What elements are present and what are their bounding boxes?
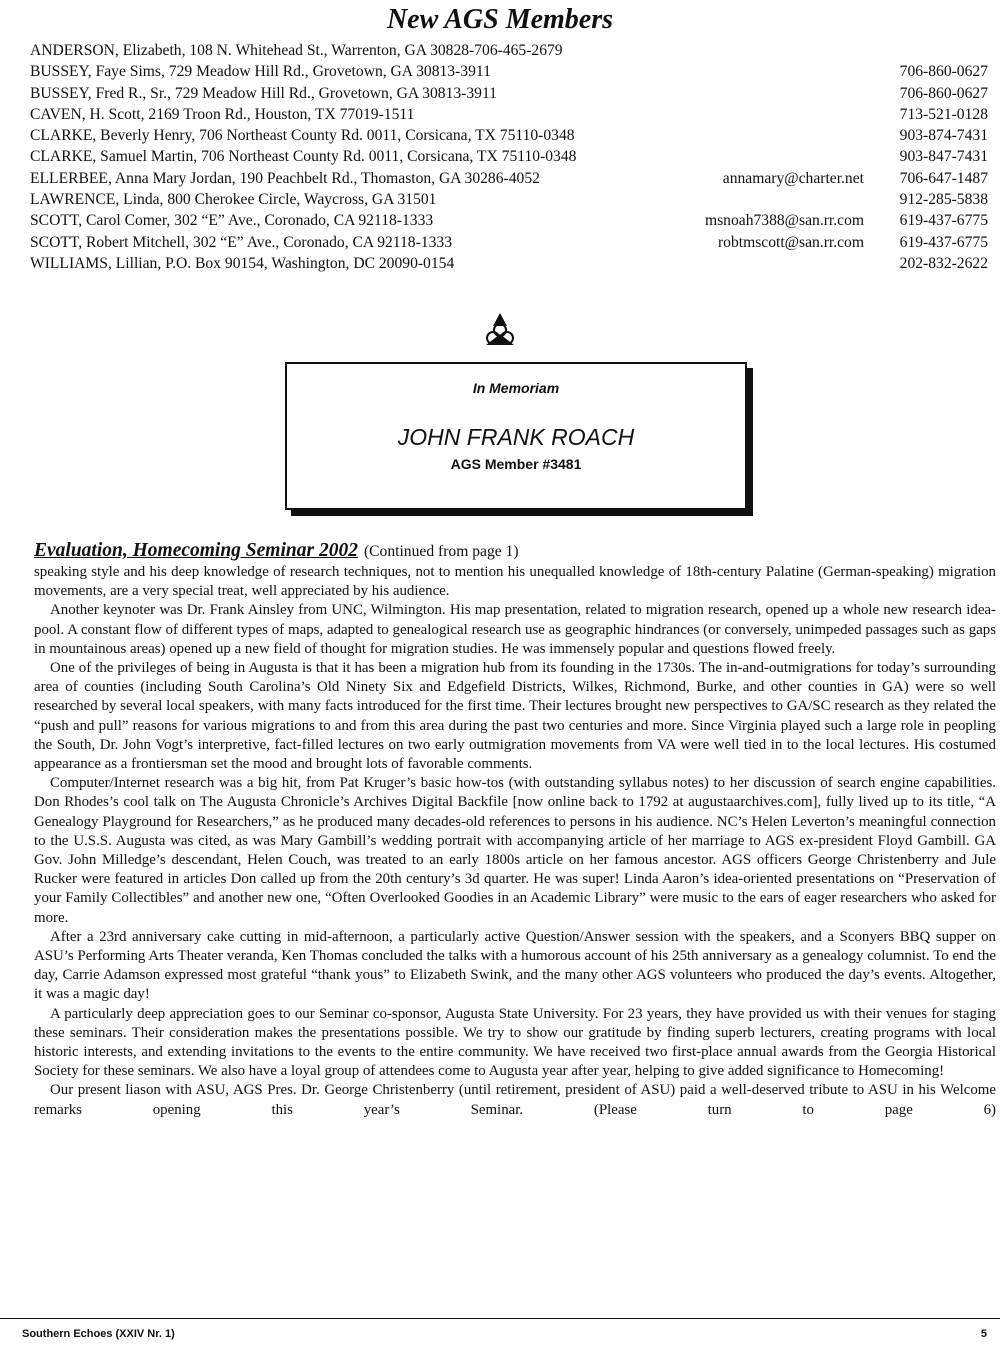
member-address: CLARKE, Beverly Henry, 706 Northeast County Rd. 0011, Corsicana, TX 75110-0348: [30, 127, 575, 145]
article-heading: Evaluation, Homecoming Seminar 2002: [34, 540, 358, 561]
member-address: LAWRENCE, Linda, 800 Cherokee Circle, Waycross, GA 31501: [30, 191, 437, 209]
member-address: BUSSEY, Fred R., Sr., 729 Meadow Hill Rd., Grovetown, GA 30813-3911: [30, 84, 497, 102]
member-phone: 706-860-0627: [899, 84, 988, 102]
footer-rule: [0, 1318, 1000, 1319]
article-paragraph: Our present liason with ASU, AGS Pres. Dr. George Christenberry (until retirement, president of ASU) paid a well-deserved tribute to ASU in his Welcome remarks opening this year’s Seminar.: [34, 1082, 996, 1118]
member-address: ELLERBEE, Anna Mary Jordan, 190 Peachbelt Rd., Thomaston, GA 30286-4052: [30, 169, 540, 187]
member-row: [30, 40, 988, 61]
member-row: [30, 189, 988, 210]
member-phone: 903-874-7431: [899, 127, 988, 145]
member-address: SCOTT, Carol Comer, 302 “E” Ave., Coronado, CA 92118-1333: [30, 212, 434, 230]
seminar-article: [34, 540, 996, 1120]
member-phone: 912-285-5838: [899, 191, 988, 209]
member-phone: 202-832-2622: [899, 254, 988, 272]
member-phone: 903-847-7431: [899, 148, 988, 166]
member-row: [30, 253, 988, 274]
article-paragraph: A particularly deep appreciation goes to our Seminar co-sponsor, Augusta State University. For 23 years, they have provided us with their venues for staging these seminars. Their consideration makes the presentations possible. We try to show our gratitude by finding superb lecturers, creating programs with local historic interests, and extending invitations to the events to the entire community. We have received two first-place annual awards from the Georgia Historical Society for these seminars. We also have a loyal group of attendees come to Augusta year after year, helping to give added significance to Homecoming!: [34, 1005, 996, 1080]
member-address: BUSSEY, Faye Sims, 729 Meadow Hill Rd., Grovetown, GA 30813-3911: [30, 63, 491, 81]
article-paragraph: speaking style and his deep knowledge of research techniques, not to mention his unequalled knowledge of 18th-century Palatine (German-speaking) migration movements, are a very special treat, well appreciated by his audience.: [34, 564, 996, 600]
memoriam-box: [285, 362, 747, 510]
member-address: SCOTT, Robert Mitchell, 302 “E” Ave., Coronado, CA 92118-1333: [30, 233, 452, 251]
member-row: [30, 83, 988, 104]
member-phone: 619-437-6775: [899, 212, 988, 230]
member-row: [30, 61, 988, 82]
page-number: 5: [980, 1328, 987, 1340]
member-phone: 713-521-0128: [899, 105, 988, 123]
article-paragraph: Another keynoter was Dr. Frank Ainsley from UNC, Wilmington. His map presentation, related to migration research, opened up a whole new research idea-pool. A constant flow of different types of maps, adapted to genealogical research use as geographic hindrances (or conversely, unimpeded passages such as gaps in mountainous areas) opened up a new field of thought for migration studies. He was immensely popular and questions flowed freely.: [34, 602, 996, 657]
member-row: [30, 232, 988, 253]
article-paragraph: Computer/Internet research was a big hit, from Pat Kruger’s basic how-tos (with outstanding syllabus notes) to her discussion of search engine capabilities. Don Rhodes’s cool talk on The Augusta Chronicle’s Archives Digital Backfile [now online back to 1792 at augustaarchives.com], fully lived up to its title, “A Genealogy Playground for Researchers,” as he produced many decades-old references to persons in his audience. NC’s Helen Leverton’s meaningful connection to the U.S.S. Augusta was cited, as was Mary Gambill’s wedding portrait with accompanying article of her marriage to AGS ex-president Floyd Gambill. GA Gov. John Milledge’s descendant, Helen Couch, was treated to an early 1800s article on her famous ancestor. AGS officers George Christenberry and Jule Rucker were featured in articles Don called up from the 20th century’s 3d quarter. He was super! Linda Aaron’s idea-oriented presentations on “Preservation of your Family Collectibles” and another new one, “Often Overlooked Goodies in an Academic Library” were music to the ears of eager researchers who asked for more.: [34, 775, 996, 926]
continued-note: (Continued from page 1): [363, 543, 519, 560]
member-email: annamary@charter.net: [722, 169, 864, 187]
member-phone: 619-437-6775: [899, 233, 988, 251]
member-phone: 706-860-0627: [899, 63, 988, 81]
member-email: msnoah7388@san.rr.com: [704, 212, 864, 230]
memoriam-label: In Memoriam: [472, 380, 560, 396]
article-last-paragraph: [34, 1081, 996, 1119]
member-address: CAVEN, H. Scott, 2169 Troon Rd., Houston, TX 77019-1511: [30, 105, 415, 123]
members-title: New AGS Members: [386, 4, 614, 35]
memoriam-member-number: AGS Member #3481: [450, 456, 582, 472]
member-email: robtmscott@san.rr.com: [717, 233, 864, 251]
member-address: CLARKE, Samuel Martin, 706 Northeast County Rd. 0011, Corsicana, TX 75110-0348: [30, 148, 577, 166]
member-row: [30, 125, 988, 146]
article-paragraph: After a 23rd anniversary cake cutting in mid-afternoon, a particularly active Question/Answer session with the speakers, and a Sconyers BBQ supper on ASU’s Performing Arts Theater veranda, Ken Thomas concluded the talks with a humorous account of his 25th anniversary as a genealogy columnist. To end the day, Carrie Adamson expressed most grateful “thank yous” to Elizabeth Swink, and the many other AGS volunteers who produced the day’s events. Altogether, it was a magic day!: [34, 928, 996, 1003]
member-row: [30, 168, 988, 189]
member-row: [30, 104, 988, 125]
publication-name: Southern Echoes (XXIV Nr. 1): [22, 1328, 175, 1340]
article-paragraph: One of the privileges of being in Augusta is that it has been a migration hub from its founding in the 1730s. The in-and-outmigrations for today’s surrounding area of counties (including South Carolina’s Old Ninety Six and Edgefield Districts, Wilkes, Richmond, Burke, and other counties in GA) were so well researched by several local speakers, with many facts introduced for the first time. Their lectures brought new perspectives to GA/SC research as they related the “push and pull” reasons for various migrations to and from this area during the past two centuries and more. Since Virginia played such a large role in peopling the South, Dr. John Vogt’s interpretive, fact-filled lectures on two early outmigration movements from VA were well tied in to the local lectures. His costumed appearance as a frontiersman set the mood and brought lots of favorable comments.: [34, 660, 996, 773]
member-phone: 706-647-1487: [899, 169, 988, 187]
member-row: [30, 210, 988, 231]
triquetra-ornament-icon: [480, 310, 520, 350]
memoriam-name: JOHN FRANK ROACH: [397, 424, 635, 450]
turn-page-note: (Please turn to page 6): [593, 1101, 996, 1118]
member-address: WILLIAMS, Lillian, P.O. Box 90154, Washington, DC 20090-0154: [30, 254, 455, 272]
member-address: ANDERSON, Elizabeth, 108 N. Whitehead St., Warrenton, GA 30828-706-465-2679: [30, 42, 563, 59]
member-list: [30, 40, 988, 274]
member-row: [30, 146, 988, 167]
article-heading-line: [34, 540, 996, 563]
